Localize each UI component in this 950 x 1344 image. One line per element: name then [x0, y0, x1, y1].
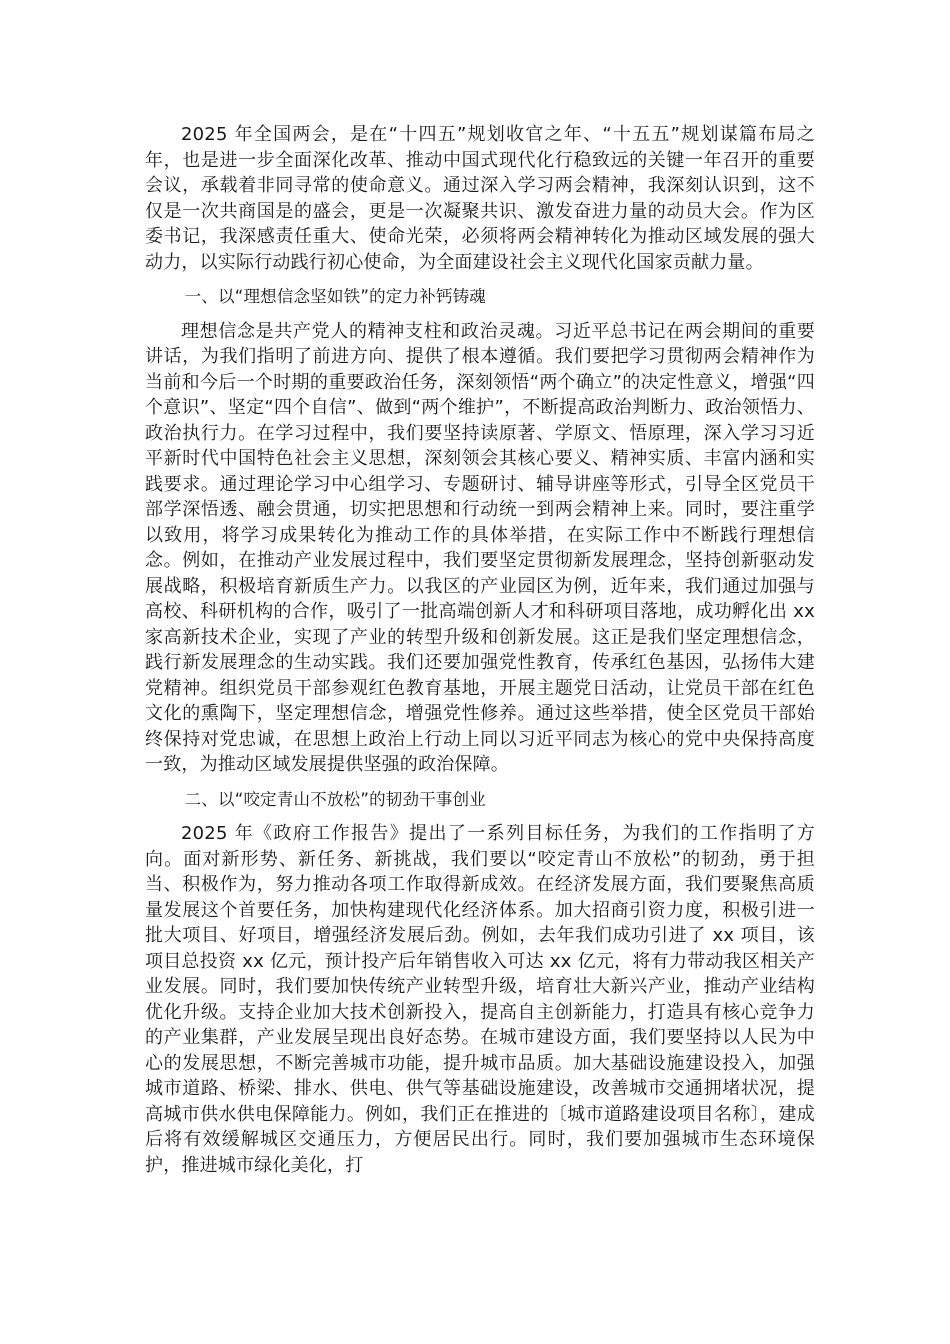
section-2-heading: 二、以“咬定青山不放松”的韧劲干事创业 — [184, 789, 486, 809]
section-1-heading: 一、以“理想信念坚如铁”的定力补钙铸魂 — [184, 287, 486, 306]
section-2-paragraph: 2025 年《政府工作报告》提出了一系列目标任务，为我们的工作指明了方向。面对新形势、新任务、新挑战，我们要以“咬定青山不放松”的韧劲，勇于担当、积极作为，努力推动各项工作取得新成效。在经济发展方面，我们要聚焦高质量发展这个首要任务，加快构建现代化经济体系。加大招商引资力度，积极引进一批大项目、好项目，增强经济发展后劲。例如，去年我们成功引进了 xx 项目，该项目总投资 xx 亿元，预计投产后年销售收入可达 xx 亿元，将有力带动我区相关产业发展。同时，我们要加快传统产业转型升级，培育壮大新兴产业，推动产业结构优化升级。支持企业加大技术创新投入，提高自主创新能力，打造具有核心竞争力的产业集群，产业发展呈现出良好态势。在城市建设方面，我们要坚持以人民为中心的发展思想，不断完善城市功能，提升城市品质。加大基础设施建设投入，加强城市道路、桥梁、排水、供电、供气等基础设施建设，改善城市交通拥堵状况，提高城市供水供电保障能力。例如，我们正在推进的〔城市道路建设项目名称〕，建成后将有效缓解城区交通压力，方便居民出行。同时，我们要加强城市生态环境保护，推进城市绿化美化，打 — [145, 823, 815, 1176]
document-page — [145, 122, 815, 1187]
intro-paragraph: 2025 年全国两会，是在“十四五”规划收官之年、“十五五”规划谋篇布局之年，也是进一步全面深化改革、推动中国式现代化行稳致远的关键一年召开的重要会议，承载着非同寻常的使命意义。通过深入学习两会精神，我深刻认识到，这不仅是一次共商国是的盛会，更是一次凝聚共识、激发奋进力量的动员大会。作为区委书记，我深感责任重大、使命光荣，必须将两会精神转化为推动区域发展的强大动力，以实际行动践行初心使命，为全面建设社会主义现代化国家贡献力量。 — [145, 124, 815, 273]
section-1-paragraph: 理想信念是共产党人的精神支柱和政治灵魂。习近平总书记在两会期间的重要讲话，为我们指明了前进方向、提供了根本遵循。我们要把学习贯彻两会精神作为当前和今后一个时期的重要政治任务，深刻领悟“两个确立”的决定性意义，增强“四个意识”、坚定“四个自信”、做到“两个维护”，不断提高政治判断力、政治领悟力、政治执行力。在学习过程中，我们要坚持读原著、学原文、悟原理，深入学习习近平新时代中国特色社会主义思想，深刻领会其核心要义、精神实质、丰富内涵和实践要求。通过理论学习中心组学习、专题研讨、辅导讲座等形式，引导全区党员干部学深悟透、融会贯通，切实把思想和行动统一到两会精神上来。同时，要注重学以致用，将学习成果转化为推动工作的具体举措，在实际工作中不断践行理想信念。例如，在推动产业发展过程中，我们要坚定贯彻新发展理念，坚持创新驱动发展战略，积极培育新质生产力。以我区的产业园区为例，近年来，我们通过加强与高校、科研机构的合作，吸引了一批高端创新人才和科研项目落地，成功孵化出 xx 家高新技术企业，实现了产业的转型升级和创新发展。这正是我们坚定理想信念，践行新发展理念的生动实践。我们还要加强党性教育，传承红色基因，弘扬伟大建党精神。组织党员干部参观红色教育基地，开展主题党日活动，让党员干部在红色文化的熏陶下，坚定理想信念，增强党性修养。通过这些举措，使全区党员干部始终保持对党忠诚，在思想上政治上行动上同以习近平同志为核心的党中央保持高度一致，为推动区域发展提供坚强的政治保障。 — [145, 320, 815, 775]
